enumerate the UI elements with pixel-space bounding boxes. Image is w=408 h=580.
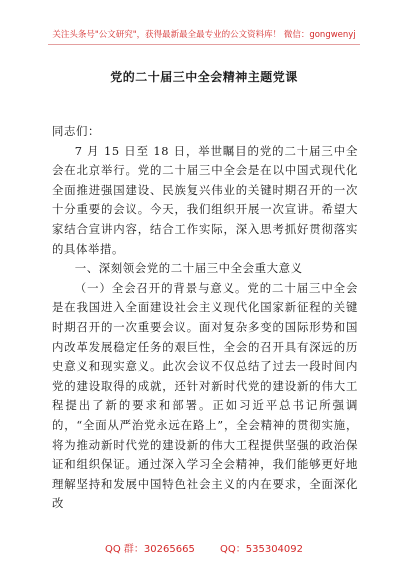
body-paragraph: （一）全会召开的背景与意义。党的二十届三中全会是在我国进入全面建设社会主义现代化国家新征程的关键时期召开的一次重要会议。面对复杂多变的国际形势和国内改革发展稳定任务的艰巨性，全会的召开具有深远的历史意义和现实意义。此次会议不仅总结了过去一段时间内党的建设取得的成就，还针对新时代党的建设新的伟大工程提出了新的要求和部署。正如习近平总书记所强调的，“全面从严治党永远在路上”，全会精神的贯彻实施，将为推动新时代党的建设新的伟大工程提供坚强的政治保证和组织保证。通过深入学习全会精神，我们能够更好地理解坚持和发展中国特色社会主义的内在要求，全面深化改 [52,280,358,511]
section-heading: 一、深刻领会党的二十届三中全会重大意义 [74,261,303,276]
salutation: 同志们： [52,124,100,138]
document-body [52,122,358,514]
footer-qq-group: QQ 群：30265665 [104,544,195,555]
body-paragraph: 7 月 15 日至 18 日，举世瞩目的党的二十届三中全会在北京举行。党的二十届三中全会是在以中国式现代化全面推进强国建设、民族复兴伟业的关键时期召开的一次十分重要的会议。今天，我们组织开展一次宣讲。希望大家结合宣讲内容，结合工作实际，深入思考抓好贯彻落实的具体举措。 [52,143,358,256]
footer-qq: QQ：535304092 [220,544,304,555]
document-title: 党的二十届三中全会精神主题党课 [110,70,298,84]
footer-contact [0,540,408,555]
header-divider [48,44,360,45]
header-banner: 关注头条号"公文研究"，获得最新最全最专业的公文资料库！ 微信：gongwenyj [52,30,356,40]
